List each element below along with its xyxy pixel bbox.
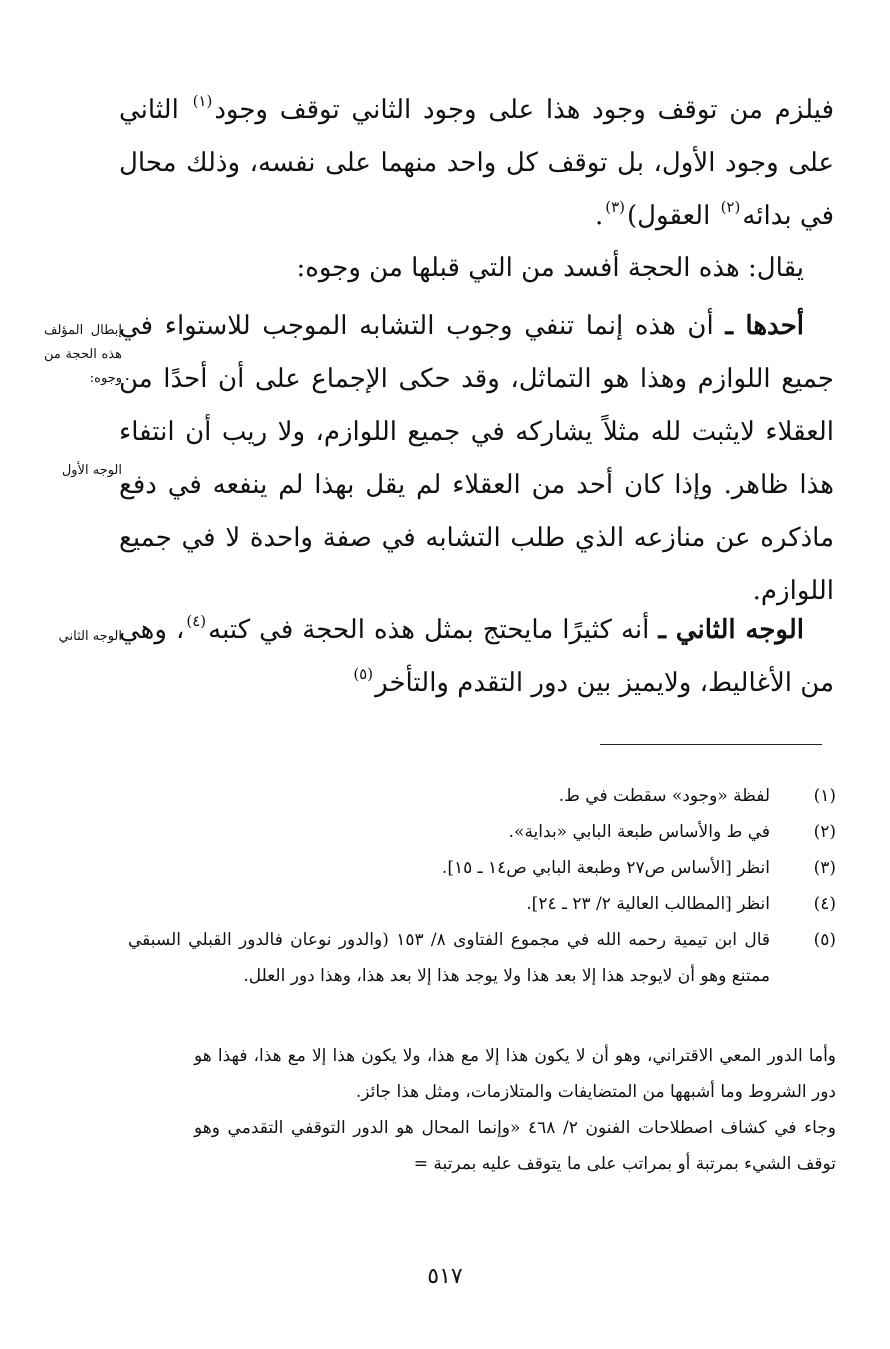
margin-note-first-aspect: الوجه الأول: [61, 463, 122, 478]
footnote-2-number: (٢): [813, 822, 836, 842]
paragraph-1-continued: العقول): [626, 201, 711, 231]
footnote-1-text: لفظة «وجود» سقطت في ط.: [558, 786, 770, 806]
page-number: ٥١٧: [427, 1264, 463, 1289]
footnote-3-text: انظر [الأساس ص٢٧ وطبعة البابي ص١٤ ـ ١٥].: [441, 858, 770, 878]
second-aspect-heading: الوجه الثاني ـ: [658, 615, 805, 645]
footnote-divider: [600, 744, 822, 745]
footnote-3: [128, 850, 836, 886]
footnote-4: [128, 886, 836, 922]
paragraph-1-middle: الثاني على وجود الأول، بل توقف كل واحد منهما على نفسه، وذلك محال في بدائه: [119, 95, 834, 231]
footnote-ref-4[interactable]: (٤): [186, 612, 207, 630]
paragraph-1-start: فيلزم من توقف وجود هذا على وجود الثاني توقف وجود: [214, 95, 835, 125]
footnote-3-number: (٣): [813, 858, 836, 878]
footnote-2-text: في ط والأساس طبعة البابي «بداية».: [508, 822, 770, 842]
footnote-1-number: (١): [813, 786, 836, 806]
paragraph-4: [119, 604, 834, 710]
paragraph-1-end: .: [594, 201, 604, 231]
first-aspect-heading: أحدها ـ: [725, 311, 805, 341]
paragraph-2: [119, 242, 834, 295]
paragraph-2-text: يقال: هذه الحجة أفسد من التي قبلها من وجوه:: [296, 253, 804, 283]
footnote-ref-5[interactable]: (٥): [353, 665, 374, 683]
footnote-5-number: (٥): [813, 930, 836, 950]
paragraph-3: [119, 300, 834, 618]
paragraph-4-middle: ، وهي من الأغاليط، ولايميز بين دور التقدم والتأخر: [119, 615, 834, 698]
footnote-4-number: (٤): [813, 894, 836, 914]
footnote-5: [128, 922, 836, 994]
footnote-5-text: قال ابن تيمية رحمه الله في مجموع الفتاوى ٨/ ١٥٣ (والدور نوعان فالدور القبلي السبقي ممتنع وهو أن لايوجد هذا إلا بعد هذا ولا يوجد هذا إلا بعد هذا، وهذا دور العلل.: [128, 930, 771, 986]
footnote-1: [128, 778, 836, 814]
paragraph-1: [119, 84, 834, 243]
paragraph-4-text: أنه كثيرًا مايحتج بمثل هذه الحجة في كتبه: [208, 615, 650, 645]
footnote-2: [128, 814, 836, 850]
margin-note-second-aspect: الوجه الثاني: [58, 629, 122, 644]
footnote-5-continuation-1: وأما الدور المعي الاقتراني، وهو أن لا يكون هذا إلا مع هذا، ولا يكون هذا إلا مع هذا، فهذا هو دور الشروط وما أشبهها من المتضايفات والمتلازمات، ومثل هذا جائز.: [194, 1046, 836, 1102]
margin-note-refutation: إبطال المؤلف هذه الحجة من وجوه:: [44, 323, 122, 386]
paragraph-3-text: أن هذه إنما تنفي وجوب التشابه الموجب للاستواء في جميع اللوازم وهذا هو التماثل، وقد حكى الإجماع على أن أحدًا من العقلاء لايثبت لله مثلاً يشاركه في جميع اللوازم، ولا ريب أن انتفاء هذا ظاهر. وإذا كان أحد من العقلاء لم يقل بهذا لم ينفعه في دفع ماذكره عن منازعه الذي طلب التشابه في صفة واحدة لا في جميع اللوازم.: [119, 311, 834, 606]
footnote-ref-2[interactable]: (٢): [720, 198, 741, 216]
footnote-5-continuation-2: وجاء في كشاف اصطلاحات الفنون ٢/ ٤٦٨ «وإنما المحال هو الدور التوقفي التقدمي وهو توقف الشيء بمرتبة أو بمراتب على ما يتوقف عليه بمرتبة =: [194, 1118, 836, 1174]
footnote-ref-1[interactable]: (١): [192, 92, 213, 110]
footnote-4-text: انظر [المطالب العالية ٢/ ٢٣ ـ ٢٤].: [526, 894, 770, 914]
footnote-ref-3[interactable]: (٣): [605, 198, 625, 216]
